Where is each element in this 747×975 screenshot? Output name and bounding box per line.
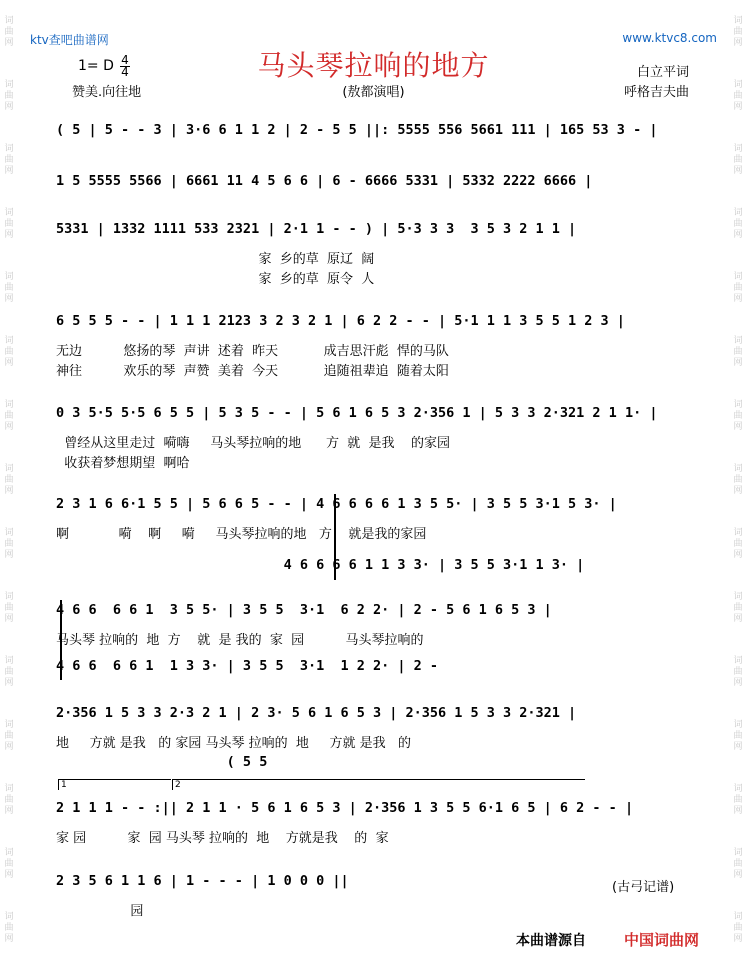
watermark-char: 词 xyxy=(4,527,14,538)
singer: (敖都演唱) xyxy=(342,85,405,100)
lyric-line: 家 乡的草 原令 人 xyxy=(56,272,375,287)
watermark-char: 曲 xyxy=(4,538,14,549)
watermark-right xyxy=(729,0,747,975)
watermark-char: 词 xyxy=(733,463,743,474)
notation-row: 2 1 1 1 - - :|| 2 1 1 · 5 6 1 6 5 3 | 2·356 1 3 5 5 6·1 6 5 | 6 2 - - | xyxy=(56,800,634,816)
watermark-char: 词 xyxy=(4,655,14,666)
watermark-char: 网 xyxy=(4,357,14,368)
watermark-unit xyxy=(729,704,747,768)
watermark-char: 曲 xyxy=(4,602,14,613)
notation-row: 2·356 1 5 3 3 2·3 2 1 | 2 3· 5 6 1 6 5 3 | 2·356 1 5 3 3 2·321 | xyxy=(56,705,577,721)
part-bracket-1 xyxy=(334,494,336,580)
source-label: 本曲谱源自 xyxy=(516,933,586,949)
key-signature: 1= D xyxy=(78,58,114,74)
watermark-char: 词 xyxy=(4,399,14,410)
watermark-char: 曲 xyxy=(4,730,14,741)
watermark-char: 曲 xyxy=(733,794,743,805)
watermark-char: 网 xyxy=(4,805,14,816)
lyric-line: 啊 嗬 啊 嗬 马头琴拉响的地 方 就是我的家园 xyxy=(56,527,427,542)
watermark-char: 词 xyxy=(733,783,743,794)
notation-row: ( 5 5 xyxy=(56,754,268,770)
watermark-char: 词 xyxy=(733,591,743,602)
watermark-unit xyxy=(729,512,747,576)
notation-row: 2 3 1 6 6·1 5 5 | 5 6 6 5 - - | 4 6 6 6 6 1 3 5 5· | 3 5 5 3·1 5 3· | xyxy=(56,496,617,512)
watermark-char: 词 xyxy=(4,591,14,602)
notation-row: 2 3 5 6 1 1 6 | 1 - - - | 1 0 0 0 || xyxy=(56,873,349,889)
watermark-unit xyxy=(0,320,18,384)
volta-first-ending: 1 xyxy=(58,779,171,790)
watermark-char: 词 xyxy=(4,463,14,474)
watermark-char: 网 xyxy=(733,677,743,688)
watermark-char: 曲 xyxy=(4,26,14,37)
volta-second-ending: 2 xyxy=(172,779,585,790)
watermark-char: 词 xyxy=(733,399,743,410)
watermark-char: 网 xyxy=(733,485,743,496)
watermark-unit xyxy=(729,768,747,832)
watermark-unit xyxy=(729,448,747,512)
watermark-char: 网 xyxy=(733,229,743,240)
watermark-unit xyxy=(0,128,18,192)
watermark-char: 曲 xyxy=(733,282,743,293)
watermark-char: 曲 xyxy=(4,282,14,293)
watermark-char: 词 xyxy=(733,719,743,730)
watermark-char: 曲 xyxy=(733,154,743,165)
lyric-line: 无边 悠扬的琴 声讲 述着 昨天 成吉思汗彪 悍的马队 xyxy=(56,344,449,359)
watermark-unit xyxy=(729,384,747,448)
watermark-char: 曲 xyxy=(733,218,743,229)
lyric-line: 曾经从这里走过 嗬嗨 马头琴拉响的地 方 就 是我 的家园 xyxy=(56,436,451,451)
watermark-char: 词 xyxy=(4,79,14,90)
notation-row: 4 6 6 6 6 1 3 5 5· | 3 5 5 3·1 6 2 2· | 2 - 5 6 1 6 5 3 | xyxy=(56,602,552,618)
time-signature xyxy=(120,55,130,78)
watermark-char: 词 xyxy=(4,143,14,154)
watermark-char: 网 xyxy=(4,229,14,240)
watermark-unit xyxy=(729,576,747,640)
watermark-char: 曲 xyxy=(733,858,743,869)
watermark-char: 曲 xyxy=(733,346,743,357)
watermark-char: 词 xyxy=(733,847,743,858)
watermark-unit xyxy=(0,640,18,704)
watermark-unit xyxy=(0,768,18,832)
watermark-left xyxy=(0,0,18,975)
lyric-line: 地 方就 是我 的 家园 马头琴 拉响的 地 方就 是我 的 xyxy=(56,736,412,751)
watermark-unit xyxy=(0,448,18,512)
watermark-char: 网 xyxy=(733,613,743,624)
part-bracket-2 xyxy=(60,600,62,680)
watermark-char: 网 xyxy=(4,613,14,624)
watermark-unit xyxy=(0,832,18,896)
watermark-char: 网 xyxy=(733,421,743,432)
watermark-char: 曲 xyxy=(733,922,743,933)
watermark-char: 网 xyxy=(733,549,743,560)
watermark-char: 网 xyxy=(4,677,14,688)
watermark-char: 网 xyxy=(4,421,14,432)
watermark-unit xyxy=(0,576,18,640)
watermark-char: 曲 xyxy=(4,218,14,229)
watermark-unit xyxy=(0,896,18,960)
lyricist: 白立平词 xyxy=(636,65,689,80)
notation-row: 0 3 5·5 5·5 6 5 5 | 5 3 5 - - | 5 6 1 6 5 3 2·356 1 | 5 3 3 2·321 2 1 1· | xyxy=(56,405,658,421)
watermark-char: 网 xyxy=(733,165,743,176)
notation-row: 4 6 6 6 6 1 1 3 3· | 3 5 5 3·1 1 2 2· | 2 - xyxy=(56,658,439,674)
watermark-char: 曲 xyxy=(4,666,14,677)
watermark-unit xyxy=(729,256,747,320)
watermark-char: 词 xyxy=(733,15,743,26)
watermark-char: 曲 xyxy=(733,730,743,741)
watermark-char: 曲 xyxy=(733,666,743,677)
watermark-char: 曲 xyxy=(4,410,14,421)
notation-row: 4 6 6 6 6 1 1 3 3· | 3 5 5 3·1 1 3· | xyxy=(56,557,585,573)
meter-top: 4 xyxy=(121,53,129,67)
watermark-char: 曲 xyxy=(4,346,14,357)
watermark-unit xyxy=(0,704,18,768)
watermark-char: 网 xyxy=(4,37,14,48)
watermark-char: 曲 xyxy=(733,538,743,549)
watermark-char: 词 xyxy=(733,655,743,666)
watermark-char: 词 xyxy=(4,847,14,858)
watermark-char: 网 xyxy=(733,933,743,944)
site-name-left[interactable]: ktv查吧曲谱网 xyxy=(30,33,109,47)
watermark-char: 曲 xyxy=(733,26,743,37)
watermark-char: 词 xyxy=(4,15,14,26)
watermark-unit xyxy=(729,320,747,384)
watermark-unit xyxy=(0,256,18,320)
watermark-unit xyxy=(0,384,18,448)
watermark-unit xyxy=(729,832,747,896)
watermark-unit xyxy=(729,128,747,192)
watermark-char: 词 xyxy=(733,527,743,538)
watermark-char: 词 xyxy=(4,271,14,282)
watermark-char: 曲 xyxy=(4,154,14,165)
watermark-char: 网 xyxy=(4,293,14,304)
notation-row: 6 5 5 5 - - | 1 1 1 2123 3 2 3 2 1 | 6 2 2 - - | 5·1 1 1 3 5 5 1 2 3 | xyxy=(56,313,625,329)
watermark-char: 词 xyxy=(733,79,743,90)
watermark-char: 词 xyxy=(733,271,743,282)
watermark-char: 网 xyxy=(4,869,14,880)
song-title: 马头琴拉响的地方 xyxy=(257,49,490,82)
watermark-char: 网 xyxy=(4,165,14,176)
watermark-char: 词 xyxy=(733,207,743,218)
watermark-char: 曲 xyxy=(733,474,743,485)
notation-row: 1 5 5555 5566 | 6661 11 4 5 6 6 | 6 - 6666 5331 | 5332 2222 6666 | xyxy=(56,173,593,189)
watermark-char: 词 xyxy=(4,207,14,218)
watermark-char: 词 xyxy=(733,911,743,922)
watermark-char: 网 xyxy=(733,293,743,304)
watermark-char: 词 xyxy=(4,335,14,346)
watermark-char: 网 xyxy=(4,933,14,944)
lyric-line: 家 园 家 园 马头琴 拉响的 地 方就是我 的 家 xyxy=(56,831,389,846)
watermark-char: 曲 xyxy=(733,410,743,421)
lyric-line: 收获着梦想期望 啊哈 xyxy=(56,456,190,471)
watermark-char: 网 xyxy=(733,741,743,752)
watermark-char: 曲 xyxy=(4,474,14,485)
watermark-char: 网 xyxy=(733,805,743,816)
watermark-char: 词 xyxy=(733,143,743,154)
watermark-unit xyxy=(0,512,18,576)
site-url-right[interactable]: www.ktvc8.com xyxy=(622,31,717,45)
watermark-char: 曲 xyxy=(4,794,14,805)
watermark-unit xyxy=(729,896,747,960)
watermark-char: 词 xyxy=(4,719,14,730)
watermark-char: 词 xyxy=(733,335,743,346)
lyric-line: 家 乡的草 原辽 阔 xyxy=(56,252,375,267)
transcriber-credit: (古弓记谱) xyxy=(612,880,675,895)
composer: 呼格吉夫曲 xyxy=(623,85,689,100)
lyric-line: 神往 欢乐的琴 声赞 美着 今天 追随祖辈追 随着太阳 xyxy=(56,364,449,379)
watermark-unit xyxy=(0,192,18,256)
meter-bottom: 4 xyxy=(121,65,129,79)
watermark-unit xyxy=(729,640,747,704)
watermark-char: 网 xyxy=(733,37,743,48)
notation-row: ( 5 | 5 - - 3 | 3·6 6 1 1 2 | 2 - 5 5 ||: 5555 556 5661 111 | 165 53 3 - | xyxy=(56,122,658,138)
watermark-char: 曲 xyxy=(733,90,743,101)
watermark-char: 曲 xyxy=(4,90,14,101)
watermark-char: 网 xyxy=(4,485,14,496)
lyric-line: 园 xyxy=(56,904,144,919)
watermark-char: 词 xyxy=(4,783,14,794)
watermark-char: 网 xyxy=(4,741,14,752)
watermark-char: 网 xyxy=(4,101,14,112)
watermark-char: 网 xyxy=(4,549,14,560)
watermark-char: 词 xyxy=(4,911,14,922)
watermark-unit xyxy=(729,192,747,256)
performance-note: 赞美.向往地 xyxy=(72,85,142,100)
source-site-link[interactable]: 中国词曲网 xyxy=(624,931,700,949)
watermark-char: 曲 xyxy=(733,602,743,613)
lyric-line: 马头琴 拉响的 地 方 就 是 我的 家 园 马头琴拉响的 xyxy=(56,633,424,648)
watermark-char: 曲 xyxy=(4,922,14,933)
watermark-char: 网 xyxy=(733,357,743,368)
watermark-char: 曲 xyxy=(4,858,14,869)
notation-row: 5331 | 1332 1111 533 2321 | 2·1 1 - - ) | 5·3 3 3 3 5 3 2 1 1 | xyxy=(56,221,577,237)
watermark-char: 网 xyxy=(733,869,743,880)
watermark-char: 网 xyxy=(733,101,743,112)
